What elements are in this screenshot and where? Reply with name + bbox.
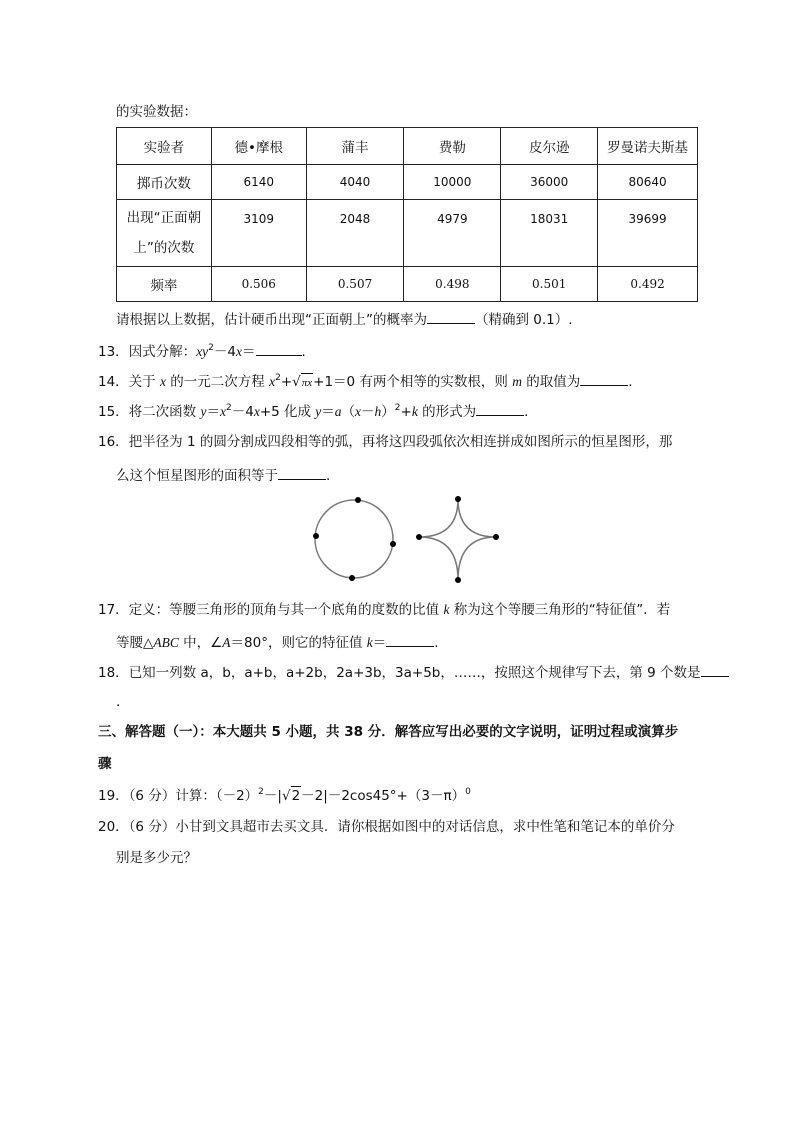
question-text: 已知一列数 a，b，a+b，a+2b，2a+3b，3a+5b，……，按照这个规律写下去，第 9 个数是: [128, 665, 701, 681]
math-text: ＝: [206, 404, 220, 420]
answer-blank[interactable]: [256, 341, 302, 356]
question-text: .: [434, 635, 439, 651]
estimate-line: [116, 309, 573, 329]
question-text: .: [524, 404, 529, 420]
math-text: －: [361, 404, 375, 420]
table-cell: 0.498: [404, 267, 501, 302]
math-text: ＝: [372, 635, 387, 651]
table-cell: 18031: [501, 200, 598, 267]
math-exponent: 0: [465, 787, 471, 797]
table-cell: 0.506: [211, 267, 306, 302]
question-number: 17．: [98, 602, 129, 618]
table-cell: 80640: [598, 165, 698, 200]
circle-dot: [390, 541, 396, 547]
question-text: （6 分）计算：（－2）: [128, 788, 259, 804]
math-var: h: [374, 404, 382, 419]
table-row: [117, 267, 698, 302]
math-var: a: [334, 404, 342, 419]
math-var: x: [269, 374, 276, 389]
table-row: [117, 200, 698, 267]
math-exponent: 2: [394, 403, 401, 413]
row-label: [117, 200, 212, 267]
math-var: y: [200, 404, 207, 419]
math-text: ＝: [242, 344, 256, 360]
table-cell: 0.507: [306, 267, 404, 302]
math-text: －4: [213, 344, 236, 360]
table-intro: 的实验数据：: [116, 104, 197, 120]
question-17-line2: [116, 632, 439, 652]
table-cell: 2048: [306, 200, 404, 267]
question-text: 定义：等腰三角形的顶角与其一个底角的度数的比值: [128, 602, 444, 618]
star-dot: [416, 534, 422, 540]
answer-blank[interactable]: [386, 632, 434, 647]
math-text: ＝: [321, 404, 335, 420]
math-exponent: 2: [208, 343, 214, 353]
question-text: 关于: [128, 374, 160, 390]
abs-bar: |: [323, 788, 328, 804]
coin-toss-table: [116, 127, 698, 302]
section-3-heading-cont: 骤: [98, 756, 112, 772]
question-17: [98, 601, 670, 619]
math-var: x: [219, 404, 226, 419]
abs-bar: |: [277, 788, 282, 804]
answer-blank[interactable]: [701, 662, 729, 677]
question-text: 中，∠: [178, 635, 223, 651]
sqrt-symbol: √: [292, 374, 301, 390]
header-cell: 德•摩根: [211, 128, 306, 165]
question-text: 的取值为: [521, 374, 581, 390]
question-text: .: [628, 374, 633, 390]
math-var: y: [315, 404, 322, 419]
question-18: [98, 662, 729, 682]
table-cell: 10000: [404, 165, 501, 200]
question-number: 16．: [98, 434, 129, 450]
question-14: [98, 371, 633, 392]
question-text: +5 化成: [259, 404, 316, 420]
math-var: ABC: [153, 635, 179, 650]
star-figure: [300, 488, 510, 588]
math-text: －: [263, 788, 278, 804]
table-cell: 36000: [501, 165, 598, 200]
question-number: 18．: [98, 665, 129, 681]
question-number: 20．: [98, 819, 129, 835]
question-number: 13．: [98, 344, 129, 360]
math-text: +: [400, 404, 412, 420]
question-text: 等腰△: [116, 635, 154, 651]
question-16: [98, 433, 672, 451]
table-cell: 0.492: [598, 267, 698, 302]
header-cell: 实验者: [117, 128, 212, 165]
math-text: ）: [381, 404, 395, 420]
header-cell: 皮尔逊: [501, 128, 598, 165]
question-16-line2: [116, 465, 330, 485]
star-dot: [455, 577, 461, 583]
question-13: [98, 341, 306, 361]
question-19: [98, 786, 471, 805]
math-var: x: [355, 404, 362, 419]
table-row: [117, 165, 698, 200]
math-radicand: 2: [291, 788, 301, 804]
answer-blank[interactable]: [427, 309, 475, 324]
question-text: 把半径为 1 的圆分割成四段相等的弧，再将这四段弧依次相连拼成如图所示的恒星图形，那: [128, 434, 673, 450]
question-20-line2: 别是多少元？: [116, 850, 197, 866]
question-text: 因式分解：: [128, 344, 197, 360]
math-var: k: [366, 635, 373, 650]
math-var: x: [159, 374, 166, 389]
math-var: x: [253, 404, 260, 419]
question-text: 称为这个等腰三角形的“特征值”．若: [449, 602, 671, 618]
answer-blank[interactable]: [278, 465, 326, 480]
question-20: [98, 818, 675, 836]
math-text: （: [341, 404, 356, 420]
answer-blank[interactable]: [580, 371, 628, 386]
math-exponent: 2: [225, 403, 232, 413]
question-18-end: .: [116, 694, 121, 710]
table-cell: 4040: [306, 165, 404, 200]
estimate-text: （精确到 0.1）.: [475, 312, 573, 328]
question-text: .: [301, 344, 306, 360]
answer-blank[interactable]: [476, 401, 524, 416]
question-15: [98, 401, 528, 421]
header-cell: 费勒: [404, 128, 501, 165]
header-cell: 蒲丰: [306, 128, 404, 165]
question-text: 的形式为: [417, 404, 477, 420]
star-shape: [419, 499, 496, 580]
table-cell: 6140: [211, 165, 306, 200]
table-cell: 39699: [598, 200, 698, 267]
math-text: －4: [231, 404, 254, 420]
sqrt-symbol: √: [281, 788, 291, 804]
question-text: 么这个恒星图形的面积等于: [116, 468, 278, 484]
circle-shape: [315, 500, 393, 578]
table-cell: 0.501: [501, 267, 598, 302]
question-text: 的一元二次方程: [165, 374, 270, 390]
question-text: +1＝0 有两个相等的实数根，则: [313, 374, 513, 390]
star-dot: [455, 496, 461, 502]
estimate-text: 请根据以上数据，估计硬币出现“正面朝上”的概率为: [116, 312, 427, 328]
circle-dot: [313, 533, 319, 539]
math-var: k: [411, 404, 418, 419]
header-cell: 罗曼诺夫斯基: [598, 128, 698, 165]
question-text: .: [326, 468, 331, 484]
math-var: A: [222, 635, 231, 650]
question-number: 15．: [98, 404, 129, 420]
question-text: 将二次函数: [128, 404, 201, 420]
circle-dot: [349, 575, 355, 581]
row-label: 掷币次数: [117, 165, 212, 200]
math-text: －2cos45°+（3－π）: [327, 788, 466, 804]
circle-dot: [355, 497, 361, 503]
math-text: +: [280, 374, 293, 390]
table-cell: 4979: [404, 200, 501, 267]
row-label-line: 上”的次数: [133, 240, 195, 256]
table-cell: 3109: [211, 200, 306, 267]
row-label-line: 出现“正面朝: [126, 210, 202, 226]
math-exponent: 2: [275, 373, 281, 383]
math-radicand: πx: [301, 373, 313, 392]
row-label: 频率: [117, 267, 212, 302]
table-header-row: [117, 128, 698, 165]
math-var: k: [443, 602, 450, 617]
section-3-heading: 三、解答题（一）：本大题共 5 小题，共 38 分．解答应写出必要的文字说明，证明过程或演算步: [98, 724, 679, 740]
math-var: m: [512, 374, 522, 389]
question-number: 14．: [98, 374, 129, 390]
question-number: 19．: [98, 788, 129, 804]
question-text: ＝80°，则它的特征值: [230, 635, 367, 651]
math-exponent: 2: [258, 787, 264, 797]
question-text: （6 分）小甘到文具超市去买文具．请你根据如图中的对话信息，求中性笔和笔记本的单价分: [128, 819, 675, 835]
math-var: x: [236, 344, 242, 359]
math-text: －2: [301, 788, 324, 804]
math-var: xy: [196, 344, 209, 359]
star-dot: [493, 534, 499, 540]
